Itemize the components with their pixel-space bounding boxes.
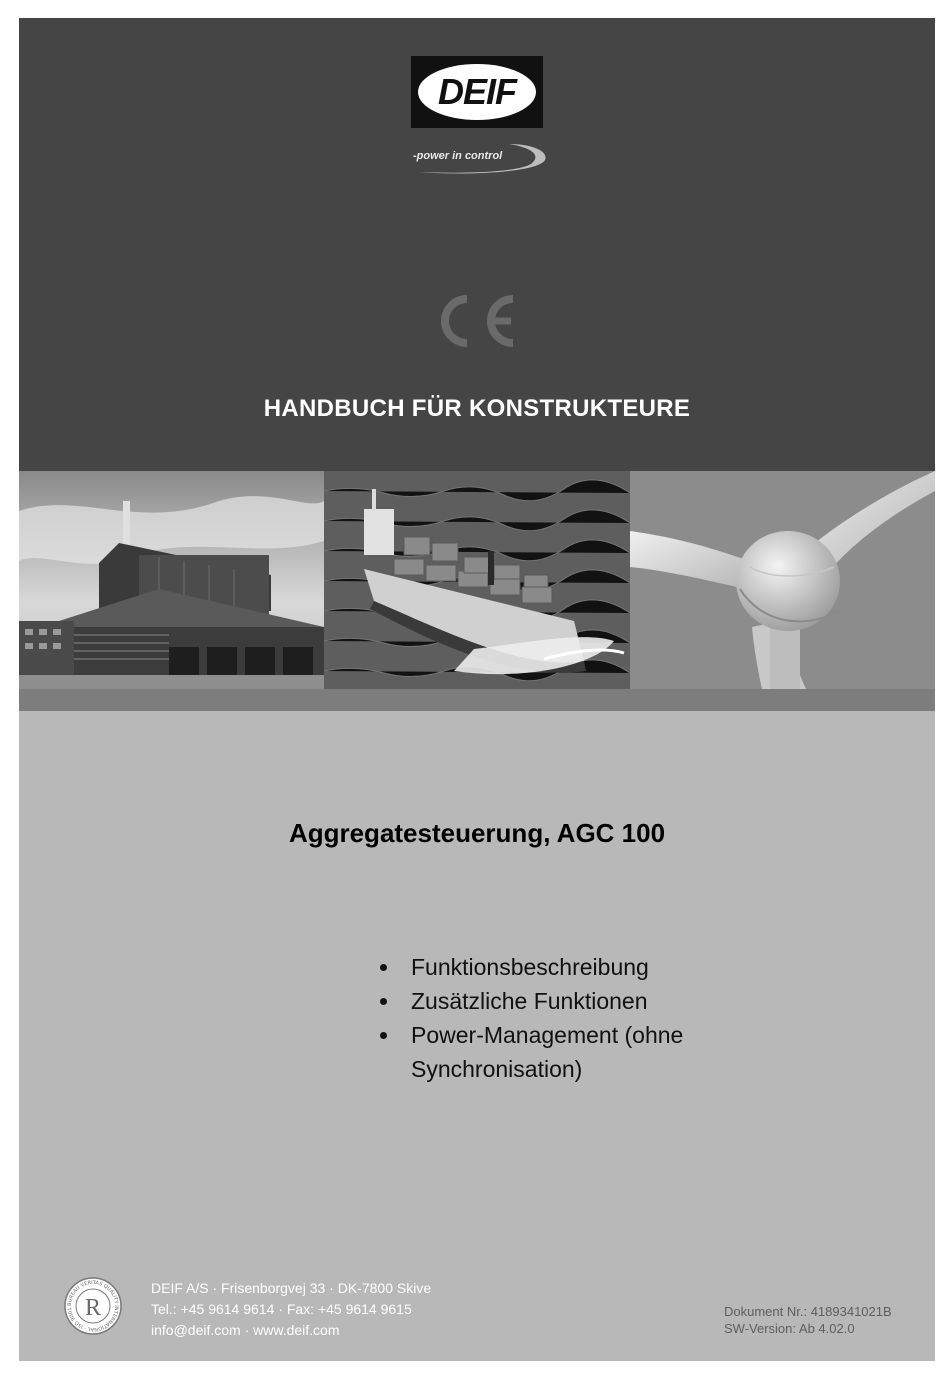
feature-list <box>375 950 775 1086</box>
seal-letter: R <box>84 1295 102 1321</box>
quality-seal-icon <box>63 1276 123 1336</box>
tagline-swoosh <box>399 138 559 178</box>
list-item <box>375 984 775 1018</box>
list-item <box>375 950 775 984</box>
list-item-text: Power-Management (ohne Synchronisation) <box>411 1022 684 1082</box>
ce-mark-icon <box>437 293 519 349</box>
logo-text: DEIF <box>437 71 516 112</box>
manual-title: HANDBUCH FÜR KONSTRUKTEURE <box>263 395 691 422</box>
web-line: info@deif.com · www.deif.com <box>151 1322 340 1338</box>
seal-text: BUREAU VERITAS QUALITY INTERNATIONAL · ISO 9001 <box>66 1279 120 1333</box>
company-address <box>151 1278 431 1341</box>
document-number: Dokument Nr.: 4189341021B <box>724 1304 892 1319</box>
deif-logo <box>411 56 543 128</box>
address-line: DEIF A/S · Frisenborgvej 33 · DK-7800 Skive <box>151 1280 432 1296</box>
logo-oval <box>418 64 536 120</box>
list-item-text: Zusätzliche Funktionen <box>411 988 648 1014</box>
header-panel <box>19 18 935 471</box>
contact-line: Tel.: +45 9614 9614 · Fax: +45 9614 9615 <box>151 1301 412 1317</box>
list-item-text: Funktionsbeschreibung <box>411 954 649 980</box>
product-title: Aggregatesteuerung, AGC 100 <box>288 818 666 848</box>
bullet-icon <box>380 964 387 971</box>
document-info <box>724 1303 892 1337</box>
bullet-icon <box>380 1032 387 1039</box>
bullet-icon <box>380 998 387 1005</box>
photo-strip <box>19 471 935 689</box>
software-version: SW-Version: Ab 4.02.0 <box>724 1321 855 1336</box>
photo-power-plant <box>19 471 324 689</box>
list-item <box>375 1018 775 1086</box>
cover-page <box>19 18 935 1361</box>
tagline: -power in control <box>413 150 503 162</box>
photo-container-ship <box>324 471 630 689</box>
photo-wind-turbine <box>630 471 935 689</box>
separator-band <box>19 689 935 711</box>
